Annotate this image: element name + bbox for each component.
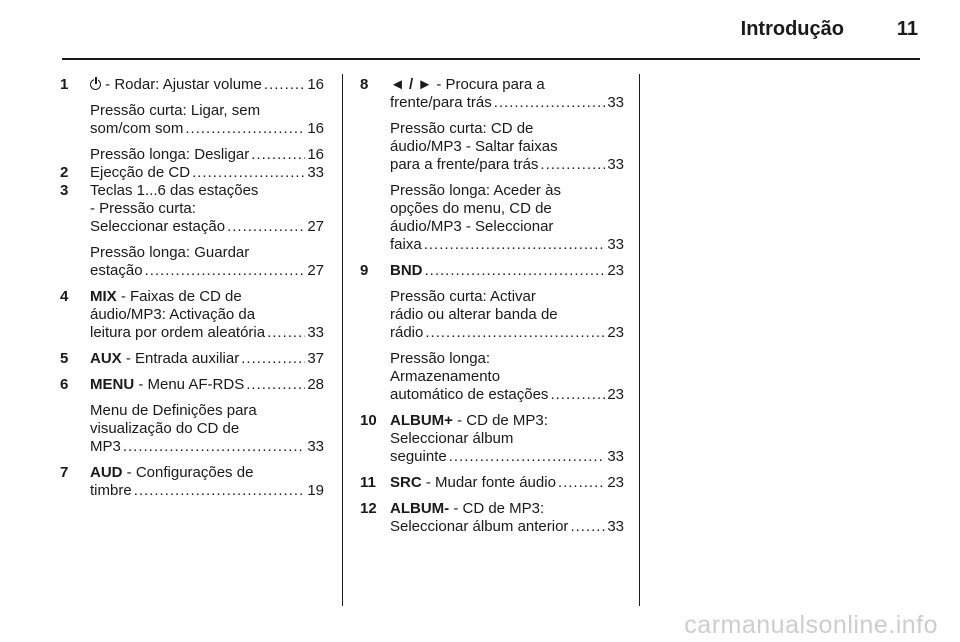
- entry-line: MP3 ..... 33: [90, 438, 324, 456]
- column-divider-2: [639, 74, 640, 606]
- button-name: MIX: [90, 288, 117, 305]
- entry-number: 7: [60, 464, 69, 481]
- dot-leader: [558, 474, 605, 492]
- site-watermark: carmanualsonline.info: [684, 611, 938, 639]
- legend-column-2: [360, 76, 624, 536]
- dot-leader: [227, 218, 305, 236]
- entry-number: 9: [360, 262, 369, 279]
- entry-line: timbre ..... 19: [90, 482, 324, 500]
- legend-entry-12: 12 ALBUM- - CD de MP3: Seleccionar álbum anterior ..... 33: [360, 500, 624, 536]
- entry-number: 4: [60, 288, 69, 305]
- dot-leader: [425, 324, 605, 342]
- entry-line: [90, 76, 324, 94]
- entry-number: 3: [60, 182, 69, 199]
- legend-entry-3: 3 Teclas 1...6 das estações - Pressão curta: Seleccionar estação ..... 27 Pressão longa: Guardar estação ..... 27: [60, 182, 324, 280]
- entry-line: som/com som ..... 16: [90, 120, 324, 138]
- dot-leader: [267, 324, 305, 342]
- entry-line: leitura por ordem aleatória ..... 33: [90, 324, 324, 342]
- button-name: ALBUM+: [390, 412, 453, 429]
- dot-leader: [264, 76, 305, 94]
- page-ref: 33: [307, 438, 324, 455]
- entry-number: 8: [360, 76, 369, 93]
- legend-entry-2: [60, 164, 324, 182]
- entry-line: frente/para trás ..... 33: [390, 94, 624, 112]
- entry-line: SRC - Mudar fonte áudio ..... 23: [390, 474, 624, 492]
- legend-column-1: [60, 76, 324, 500]
- dot-leader: [246, 376, 305, 394]
- legend-entry-10: 10 ALBUM+ - CD de MP3: Seleccionar álbum seguinte ..... 33: [360, 412, 624, 466]
- power-icon: [90, 79, 101, 90]
- page-ref: 33: [607, 448, 624, 465]
- page-ref: 16: [307, 76, 324, 93]
- page-header: [0, 0, 960, 60]
- entry-line: estação ..... 27: [90, 262, 324, 280]
- dot-leader: [185, 120, 305, 138]
- legend-entry-8: 8 ◄ / ► - Procura para a frente/para trás ..... 33 Pressão curta: CD de áudio/MP3 - Saltar faixas para a frente/para trás ..... 33 Pressão longa: Aceder às opções do menu, CD de áudio/MP3 - Seleccionar faixa ..... 33: [360, 76, 624, 254]
- page-number: 11: [896, 18, 918, 40]
- page-ref: 33: [307, 324, 324, 341]
- entry-line: seguinte ..... 33: [390, 448, 624, 466]
- entry-line: rádio ..... 23: [390, 324, 624, 342]
- entry-text: - Rodar: Ajustar volume: [90, 76, 262, 94]
- dot-leader: [494, 94, 606, 112]
- entry-line: Seleccionar estação ..... 27: [90, 218, 324, 236]
- button-name: AUD: [90, 464, 123, 481]
- entry-line: automático de estações ..... 23: [390, 386, 624, 404]
- dot-leader: [145, 262, 306, 280]
- entry-number: 2: [60, 164, 69, 181]
- page-ref: 33: [607, 94, 624, 111]
- legend-entry-7: 7 AUD - Configurações de timbre ..... 19: [60, 464, 324, 500]
- page-ref: 16: [307, 146, 324, 163]
- page-ref: 23: [607, 386, 624, 403]
- dot-leader: [424, 236, 606, 254]
- entry-line: para a frente/para trás ..... 33: [390, 156, 624, 174]
- entry-number: 11: [360, 474, 376, 491]
- entry-line: MENU - Menu AF-RDS ..... 28: [90, 376, 324, 394]
- page-ref: 28: [307, 376, 324, 393]
- button-name: ALBUM-: [390, 500, 450, 517]
- entry-line: Seleccionar álbum anterior ..... 33: [390, 518, 624, 536]
- page-ref: 27: [307, 262, 324, 279]
- page-ref: 23: [607, 262, 624, 279]
- column-divider-1: [342, 74, 343, 606]
- dot-leader: [570, 518, 605, 536]
- page-ref: 33: [607, 156, 624, 173]
- button-name: AUX: [90, 350, 122, 367]
- entry-line: faixa ..... 33: [390, 236, 624, 254]
- dot-leader: [251, 146, 305, 164]
- dot-leader: [134, 482, 306, 500]
- entry-number: 12: [360, 500, 377, 517]
- legend-entry-6: 6 MENU - Menu AF-RDS ..... 28 Menu de Definições para visualização do CD de MP3 ..... 33: [60, 376, 324, 456]
- dot-leader: [192, 164, 305, 182]
- page-ref: 33: [607, 518, 624, 535]
- page-ref: 33: [307, 164, 324, 181]
- entry-line: Pressão longa: Desligar ..... 16: [90, 146, 324, 164]
- header-rule: [62, 58, 920, 60]
- button-name: SRC: [390, 474, 422, 491]
- legend-entry-1: [60, 76, 324, 164]
- dot-leader: [123, 438, 305, 456]
- dot-leader: [550, 386, 605, 404]
- dot-leader: [540, 156, 605, 174]
- legend-entry-5: [60, 350, 324, 368]
- entry-number: 1: [60, 76, 69, 93]
- entry-line: Ejecção de CD ..... 33: [90, 164, 324, 182]
- entry-number: 5: [60, 350, 69, 367]
- page-ref: 23: [607, 324, 624, 341]
- button-name: BND: [390, 262, 423, 279]
- entry-line: [390, 262, 624, 280]
- legend-entry-9: 9 BND ..... 23 Pressão curta: Activar rádio ou alterar banda de rádio ..... 23 Pressão longa: Armazenamento automático de estações ..... 23: [360, 262, 624, 404]
- seek-arrows-icon: ◄ / ►: [390, 76, 433, 93]
- dot-leader: [241, 350, 305, 368]
- dot-leader: [425, 262, 606, 280]
- legend-entry-11: [360, 474, 624, 492]
- dot-leader: [449, 448, 606, 466]
- page-ref: 37: [307, 350, 324, 367]
- section-title: Introdução: [740, 18, 844, 40]
- entry-subtext: Pressão curta: Ligar, sem: [90, 102, 261, 119]
- page-ref: 27: [307, 218, 324, 235]
- page-ref: 23: [607, 474, 624, 491]
- page-ref: 19: [307, 482, 324, 499]
- entry-number: 6: [60, 376, 69, 393]
- entry-number: 10: [360, 412, 377, 429]
- legend-entry-4: 4 MIX - Faixas de CD de áudio/MP3: Activação da leitura por ordem aleatória ..... 33: [60, 288, 324, 342]
- entry-line: AUX - Entrada auxiliar ..... 37: [90, 350, 324, 368]
- page-ref: 16: [307, 120, 324, 137]
- page-ref: 33: [607, 236, 624, 253]
- power-icon-stem: [94, 76, 98, 85]
- button-name: MENU: [90, 376, 135, 393]
